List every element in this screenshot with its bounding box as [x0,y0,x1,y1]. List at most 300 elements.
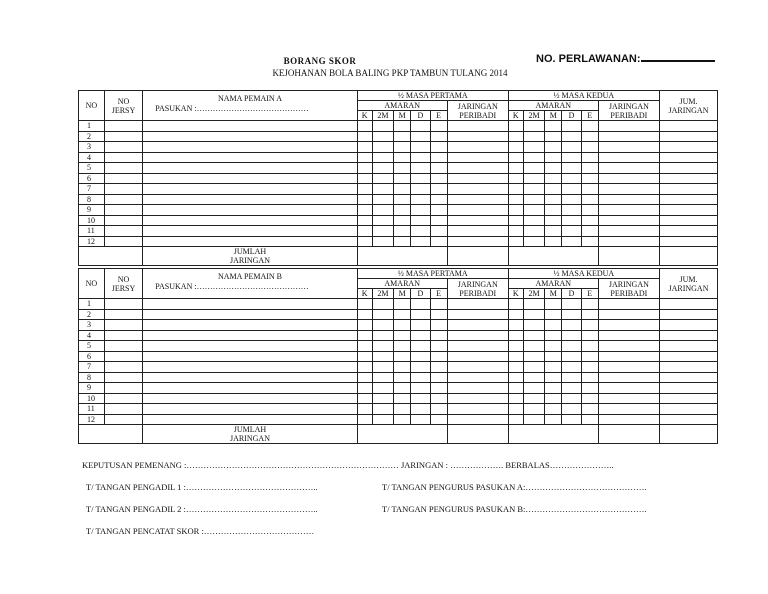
entry-cell[interactable] [430,393,447,404]
entry-cell[interactable] [562,341,581,352]
entry-cell[interactable] [430,299,447,310]
entry-cell[interactable] [581,372,598,383]
entry-cell[interactable] [545,404,562,415]
entry-cell[interactable] [357,131,372,142]
entry-cell[interactable] [508,121,523,132]
entry-cell[interactable] [562,309,581,320]
entry-cell[interactable] [430,184,447,195]
entry-cell[interactable] [430,309,447,320]
entry-cell[interactable] [659,362,717,373]
entry-cell[interactable] [394,414,411,425]
winner-decision-line[interactable]: KEPUTUSAN PEMENANG :………………………………………………………………… JARINGAN : ………………. BERBALAS………………….. [82,460,614,470]
entry-cell[interactable] [104,414,143,425]
entry-cell[interactable] [659,309,717,320]
entry-cell[interactable] [598,383,659,394]
entry-cell[interactable] [357,184,372,195]
entry-cell[interactable] [104,393,143,404]
entry-cell[interactable] [598,215,659,226]
entry-cell[interactable] [523,163,544,174]
entry-cell[interactable] [447,173,508,184]
entry-cell[interactable] [104,362,143,373]
entry-cell[interactable] [411,131,430,142]
entry-cell[interactable] [562,173,581,184]
entry-cell[interactable] [430,372,447,383]
entry-cell[interactable] [598,163,659,174]
entry-cell[interactable] [581,330,598,341]
entry-cell[interactable] [394,215,411,226]
entry-cell[interactable] [104,226,143,237]
entry-cell[interactable] [545,309,562,320]
entry-cell[interactable] [394,205,411,216]
entry-cell[interactable] [508,372,523,383]
entry-cell[interactable] [430,383,447,394]
entry-cell[interactable] [598,236,659,247]
entry-cell[interactable] [357,404,372,415]
entry-cell[interactable] [357,205,372,216]
entry-cell[interactable] [562,362,581,373]
entry-cell[interactable] [143,414,357,425]
entry-cell[interactable] [104,351,143,362]
entry-cell[interactable] [523,205,544,216]
entry-cell[interactable] [430,205,447,216]
entry-cell[interactable] [430,341,447,352]
entry-cell[interactable] [523,184,544,195]
entry-cell[interactable] [104,121,143,132]
entry-cell[interactable] [523,215,544,226]
entry-cell[interactable] [394,163,411,174]
total-second-half-cell[interactable] [598,247,659,266]
entry-cell[interactable] [508,142,523,153]
entry-cell[interactable] [447,330,508,341]
entry-cell[interactable] [447,362,508,373]
entry-cell[interactable] [372,121,393,132]
entry-cell[interactable] [372,341,393,352]
entry-cell[interactable] [508,341,523,352]
team-b-manager-signature-line[interactable]: T/ TANGAN PENGURUS PASUKAN B:……………………………………. [382,504,647,514]
entry-cell[interactable] [545,131,562,142]
entry-cell[interactable] [545,330,562,341]
entry-cell[interactable] [581,236,598,247]
total-first-half-cell[interactable] [447,247,508,266]
entry-cell[interactable] [581,351,598,362]
entry-cell[interactable] [143,142,357,153]
entry-cell[interactable] [598,131,659,142]
entry-cell[interactable] [545,173,562,184]
entry-cell[interactable] [430,414,447,425]
entry-cell[interactable] [143,173,357,184]
entry-cell[interactable] [104,341,143,352]
entry-cell[interactable] [430,121,447,132]
entry-cell[interactable] [411,330,430,341]
entry-cell[interactable] [394,341,411,352]
entry-cell[interactable] [411,142,430,153]
entry-cell[interactable] [394,121,411,132]
entry-cell[interactable] [659,393,717,404]
entry-cell[interactable] [372,372,393,383]
entry-cell[interactable] [523,414,544,425]
entry-cell[interactable] [143,163,357,174]
entry-cell[interactable] [411,404,430,415]
entry-cell[interactable] [562,372,581,383]
entry-cell[interactable] [508,309,523,320]
entry-cell[interactable] [562,414,581,425]
entry-cell[interactable] [581,131,598,142]
entry-cell[interactable] [659,351,717,362]
entry-cell[interactable] [357,226,372,237]
entry-cell[interactable] [508,330,523,341]
entry-cell[interactable] [411,351,430,362]
entry-cell[interactable] [372,351,393,362]
entry-cell[interactable] [447,215,508,226]
entry-cell[interactable] [598,299,659,310]
entry-cell[interactable] [659,194,717,205]
entry-cell[interactable] [104,142,143,153]
entry-cell[interactable] [411,320,430,331]
entry-cell[interactable] [430,194,447,205]
entry-cell[interactable] [430,330,447,341]
entry-cell[interactable] [430,152,447,163]
entry-cell[interactable] [411,341,430,352]
entry-cell[interactable] [372,163,393,174]
entry-cell[interactable] [545,194,562,205]
entry-cell[interactable] [508,184,523,195]
entry-cell[interactable] [523,142,544,153]
entry-cell[interactable] [394,299,411,310]
entry-cell[interactable] [545,184,562,195]
entry-cell[interactable] [562,121,581,132]
entry-cell[interactable] [411,309,430,320]
entry-cell[interactable] [430,163,447,174]
entry-cell[interactable] [372,142,393,153]
entry-cell[interactable] [372,362,393,373]
entry-cell[interactable] [104,163,143,174]
entry-cell[interactable] [659,226,717,237]
entry-cell[interactable] [545,299,562,310]
entry-cell[interactable] [143,226,357,237]
entry-cell[interactable] [357,194,372,205]
entry-cell[interactable] [523,236,544,247]
entry-cell[interactable] [447,194,508,205]
entry-cell[interactable] [411,152,430,163]
total-grand-cell[interactable] [659,425,717,444]
entry-cell[interactable] [411,299,430,310]
entry-cell[interactable] [598,372,659,383]
entry-cell[interactable] [357,173,372,184]
entry-cell[interactable] [394,131,411,142]
entry-cell[interactable] [372,414,393,425]
entry-cell[interactable] [394,393,411,404]
entry-cell[interactable] [523,341,544,352]
entry-cell[interactable] [447,226,508,237]
entry-cell[interactable] [411,163,430,174]
entry-cell[interactable] [372,131,393,142]
entry-cell[interactable] [581,205,598,216]
entry-cell[interactable] [372,236,393,247]
entry-cell[interactable] [508,414,523,425]
match-number-field[interactable] [536,52,715,65]
entry-cell[interactable] [430,142,447,153]
entry-cell[interactable] [357,351,372,362]
entry-cell[interactable] [581,226,598,237]
entry-cell[interactable] [104,215,143,226]
total-grand-cell[interactable] [659,247,717,266]
entry-cell[interactable] [143,351,357,362]
entry-cell[interactable] [447,372,508,383]
entry-cell[interactable] [545,351,562,362]
entry-cell[interactable] [508,404,523,415]
entry-cell[interactable] [562,184,581,195]
entry-cell[interactable] [598,320,659,331]
entry-cell[interactable] [562,383,581,394]
entry-cell[interactable] [659,341,717,352]
entry-cell[interactable] [562,142,581,153]
entry-cell[interactable] [598,173,659,184]
entry-cell[interactable] [394,142,411,153]
entry-cell[interactable] [411,184,430,195]
entry-cell[interactable] [545,226,562,237]
entry-cell[interactable] [562,393,581,404]
entry-cell[interactable] [411,236,430,247]
entry-cell[interactable] [447,142,508,153]
entry-cell[interactable] [104,194,143,205]
entry-cell[interactable] [562,330,581,341]
entry-cell[interactable] [659,414,717,425]
entry-cell[interactable] [411,194,430,205]
entry-cell[interactable] [562,215,581,226]
entry-cell[interactable] [523,299,544,310]
entry-cell[interactable] [562,131,581,142]
entry-cell[interactable] [598,142,659,153]
entry-cell[interactable] [411,226,430,237]
entry-cell[interactable] [545,341,562,352]
entry-cell[interactable] [143,393,357,404]
entry-cell[interactable] [508,236,523,247]
entry-cell[interactable] [523,362,544,373]
entry-cell[interactable] [598,226,659,237]
entry-cell[interactable] [447,131,508,142]
entry-cell[interactable] [659,131,717,142]
entry-cell[interactable] [357,163,372,174]
entry-cell[interactable] [508,152,523,163]
entry-cell[interactable] [581,163,598,174]
entry-cell[interactable] [581,404,598,415]
entry-cell[interactable] [394,330,411,341]
entry-cell[interactable] [104,131,143,142]
entry-cell[interactable] [581,299,598,310]
entry-cell[interactable] [659,205,717,216]
entry-cell[interactable] [598,184,659,195]
entry-cell[interactable] [104,236,143,247]
entry-cell[interactable] [581,341,598,352]
entry-cell[interactable] [143,121,357,132]
entry-cell[interactable] [447,184,508,195]
entry-cell[interactable] [104,173,143,184]
entry-cell[interactable] [562,236,581,247]
entry-cell[interactable] [430,404,447,415]
entry-cell[interactable] [430,226,447,237]
entry-cell[interactable] [143,320,357,331]
entry-cell[interactable] [372,404,393,415]
entry-cell[interactable] [104,383,143,394]
entry-cell[interactable] [430,236,447,247]
entry-cell[interactable] [581,393,598,404]
entry-cell[interactable] [659,152,717,163]
entry-cell[interactable] [411,173,430,184]
entry-cell[interactable] [581,414,598,425]
entry-cell[interactable] [357,309,372,320]
entry-cell[interactable] [598,194,659,205]
entry-cell[interactable] [545,152,562,163]
entry-cell[interactable] [394,194,411,205]
entry-cell[interactable] [562,163,581,174]
entry-cell[interactable] [598,152,659,163]
entry-cell[interactable] [523,351,544,362]
entry-cell[interactable] [545,320,562,331]
entry-cell[interactable] [394,383,411,394]
entry-cell[interactable] [508,173,523,184]
entry-cell[interactable] [430,131,447,142]
entry-cell[interactable] [659,184,717,195]
entry-cell[interactable] [598,404,659,415]
entry-cell[interactable] [357,236,372,247]
entry-cell[interactable] [581,184,598,195]
entry-cell[interactable] [545,142,562,153]
entry-cell[interactable] [372,299,393,310]
entry-cell[interactable] [143,330,357,341]
entry-cell[interactable] [581,173,598,184]
entry-cell[interactable] [545,414,562,425]
entry-cell[interactable] [447,121,508,132]
scorer-signature-line[interactable]: T/ TANGAN PENCATAT SKOR :………………………………… [86,526,315,536]
entry-cell[interactable] [659,330,717,341]
entry-cell[interactable] [357,299,372,310]
entry-cell[interactable] [394,152,411,163]
entry-cell[interactable] [598,121,659,132]
entry-cell[interactable] [447,205,508,216]
entry-cell[interactable] [104,205,143,216]
entry-cell[interactable] [357,152,372,163]
entry-cell[interactable] [447,414,508,425]
entry-cell[interactable] [104,372,143,383]
entry-cell[interactable] [659,236,717,247]
entry-cell[interactable] [508,215,523,226]
entry-cell[interactable] [659,320,717,331]
entry-cell[interactable] [659,142,717,153]
entry-cell[interactable] [581,194,598,205]
entry-cell[interactable] [143,362,357,373]
entry-cell[interactable] [357,393,372,404]
entry-cell[interactable] [562,404,581,415]
entry-cell[interactable] [394,362,411,373]
entry-cell[interactable] [372,215,393,226]
entry-cell[interactable] [394,404,411,415]
entry-cell[interactable] [659,215,717,226]
entry-cell[interactable] [104,309,143,320]
entry-cell[interactable] [581,215,598,226]
entry-cell[interactable] [430,320,447,331]
entry-cell[interactable] [598,351,659,362]
entry-cell[interactable] [598,309,659,320]
entry-cell[interactable] [523,404,544,415]
entry-cell[interactable] [447,351,508,362]
entry-cell[interactable] [372,173,393,184]
entry-cell[interactable] [523,320,544,331]
entry-cell[interactable] [523,383,544,394]
entry-cell[interactable] [143,131,357,142]
entry-cell[interactable] [143,215,357,226]
entry-cell[interactable] [143,152,357,163]
entry-cell[interactable] [659,173,717,184]
entry-cell[interactable] [430,215,447,226]
entry-cell[interactable] [659,383,717,394]
entry-cell[interactable] [598,362,659,373]
entry-cell[interactable] [581,320,598,331]
referee-1-signature-line[interactable]: T/ TANGAN PENGADIL 1 :……………………………………….. [86,482,318,492]
entry-cell[interactable] [581,309,598,320]
entry-cell[interactable] [372,383,393,394]
entry-cell[interactable] [357,330,372,341]
entry-cell[interactable] [430,362,447,373]
entry-cell[interactable] [411,383,430,394]
entry-cell[interactable] [394,351,411,362]
entry-cell[interactable] [430,351,447,362]
entry-cell[interactable] [562,194,581,205]
entry-cell[interactable] [523,372,544,383]
entry-cell[interactable] [143,184,357,195]
total-second-half-cell[interactable] [598,425,659,444]
entry-cell[interactable] [357,362,372,373]
entry-cell[interactable] [508,299,523,310]
entry-cell[interactable] [508,194,523,205]
entry-cell[interactable] [523,121,544,132]
entry-cell[interactable] [372,330,393,341]
entry-cell[interactable] [411,121,430,132]
entry-cell[interactable] [143,309,357,320]
entry-cell[interactable] [394,309,411,320]
entry-cell[interactable] [357,383,372,394]
entry-cell[interactable] [562,351,581,362]
entry-cell[interactable] [508,383,523,394]
entry-cell[interactable] [598,205,659,216]
entry-cell[interactable] [411,205,430,216]
total-first-half-cell[interactable] [447,425,508,444]
entry-cell[interactable] [598,330,659,341]
entry-cell[interactable] [545,362,562,373]
entry-cell[interactable] [372,393,393,404]
entry-cell[interactable] [598,414,659,425]
entry-cell[interactable] [545,393,562,404]
entry-cell[interactable] [394,184,411,195]
entry-cell[interactable] [447,163,508,174]
entry-cell[interactable] [104,299,143,310]
entry-cell[interactable] [372,184,393,195]
entry-cell[interactable] [357,414,372,425]
entry-cell[interactable] [104,404,143,415]
entry-cell[interactable] [659,404,717,415]
entry-cell[interactable] [562,320,581,331]
entry-cell[interactable] [545,121,562,132]
entry-cell[interactable] [143,341,357,352]
entry-cell[interactable] [447,383,508,394]
entry-cell[interactable] [357,372,372,383]
entry-cell[interactable] [104,152,143,163]
entry-cell[interactable] [545,205,562,216]
entry-cell[interactable] [659,299,717,310]
entry-cell[interactable] [545,215,562,226]
entry-cell[interactable] [545,383,562,394]
entry-cell[interactable] [562,205,581,216]
entry-cell[interactable] [372,194,393,205]
